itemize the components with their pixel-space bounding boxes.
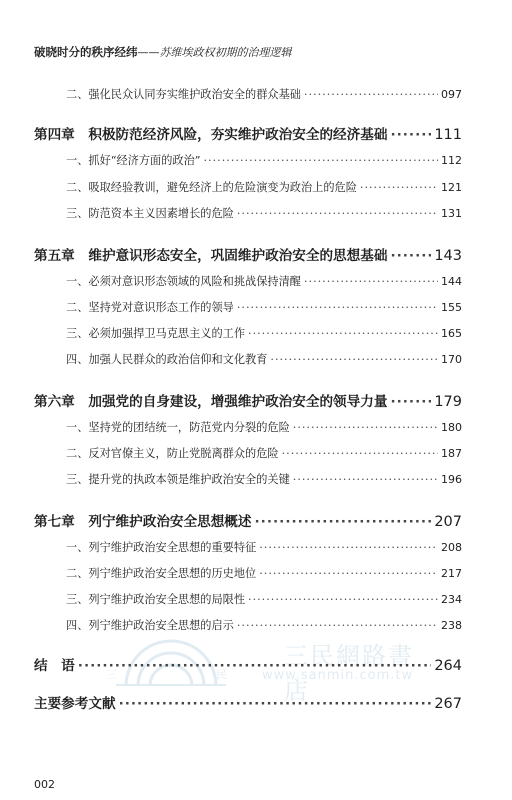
- toc-entry[interactable]: [66, 179, 462, 195]
- toc-entry-title: 一、坚持党的团结统一，防范党内分裂的危险: [66, 421, 290, 434]
- toc-entry[interactable]: [66, 325, 462, 341]
- toc-references[interactable]: [34, 692, 462, 712]
- toc-entry[interactable]: [66, 152, 462, 168]
- toc-leader: [270, 353, 438, 366]
- toc-entry-page: 234: [441, 593, 462, 606]
- toc-leader: [360, 181, 438, 194]
- watermark-name: 三民網路書店: [284, 642, 414, 705]
- running-header: [34, 44, 292, 60]
- toc-entry-page: 155: [441, 301, 462, 314]
- toc-entry-title: 二、强化民众认同夯实维护政治安全的群众基础: [66, 88, 301, 101]
- toc-entry-title: 四、加强人民群众的政治信仰和文化教育: [66, 353, 268, 366]
- toc-entry-title: 二、吸取经验教训，避免经济上的危险演变为政治上的危险: [66, 181, 357, 194]
- toc-entry-page: 121: [441, 181, 462, 194]
- toc-leader: [237, 619, 438, 632]
- toc-chapter-title: 第六章 加强党的自身建设，增强维护政治安全的领导力量: [34, 394, 388, 410]
- toc-entry[interactable]: [66, 445, 462, 461]
- watermark-badge-right: 民: [216, 668, 227, 681]
- toc-entry-page: 187: [441, 447, 462, 460]
- toc-chapter[interactable]: [34, 510, 462, 530]
- toc-entry-page: 112: [441, 154, 462, 167]
- toc-entry-title: 一、必须对意识形态领域的风险和挑战保持清醒: [66, 275, 301, 288]
- toc-entry[interactable]: [66, 539, 462, 555]
- toc-leader: [293, 473, 438, 486]
- toc-chapter[interactable]: [34, 244, 462, 264]
- toc-entry[interactable]: [66, 86, 462, 102]
- toc-chapter-page: 111: [434, 127, 462, 143]
- toc-leader: [248, 327, 438, 340]
- toc-leader: [390, 127, 431, 143]
- toc-entry[interactable]: [66, 273, 462, 289]
- watermark-url: www.sanmin.com.tw: [262, 668, 414, 683]
- toc-conclusion[interactable]: [34, 654, 462, 674]
- toc-leader: [248, 593, 438, 606]
- toc-chapter-title: 第四章 积极防范经济风险，夯实维护政治安全的经济基础: [34, 127, 388, 143]
- toc-entry[interactable]: [66, 351, 462, 367]
- toc-entry-title: 二、反对官僚主义，防止党脱离群众的危险: [66, 447, 279, 460]
- toc-entry-title: 一、抓好“经济方面的政治”: [66, 154, 201, 167]
- toc-entry-page: 097: [441, 88, 462, 101]
- toc-entry-title: 一、列宁维护政治安全思想的重要特征: [66, 541, 257, 554]
- page-number: 002: [34, 778, 55, 791]
- toc-references-title: 主要参考文献: [34, 696, 116, 712]
- toc-entry-page: 217: [441, 567, 462, 580]
- toc-entry-page: 131: [441, 207, 462, 220]
- toc-entry-title: 三、列宁维护政治安全思想的局限性: [66, 593, 246, 606]
- toc-chapter[interactable]: [34, 390, 462, 410]
- toc-entry-page: 238: [441, 619, 462, 632]
- toc-chapter-title: 第七章 列宁维护政治安全思想概述: [34, 514, 252, 530]
- toc-leader: [119, 696, 432, 712]
- toc-entry-page: 170: [441, 353, 462, 366]
- toc-leader: [237, 207, 438, 220]
- toc-entry[interactable]: [66, 565, 462, 581]
- toc-leader: [304, 88, 438, 101]
- toc-chapter-page: 143: [434, 248, 462, 264]
- toc-entry[interactable]: [66, 617, 462, 633]
- toc-entry-page: 196: [441, 473, 462, 486]
- toc-references-page: 267: [434, 696, 462, 712]
- toc-leader: [390, 248, 431, 264]
- toc-leader: [78, 658, 432, 674]
- toc-conclusion-title: 结 语: [34, 658, 75, 674]
- book-subtitle: ——苏维埃政权初期的治理逻辑: [137, 46, 292, 59]
- toc-chapter[interactable]: [34, 123, 462, 143]
- toc-entry[interactable]: [66, 205, 462, 221]
- toc-entry-page: 180: [441, 421, 462, 434]
- toc-leader: [204, 154, 438, 167]
- watermark-badge-left: 三: [106, 668, 117, 681]
- toc-leader: [259, 567, 438, 580]
- toc-entry-title: 三、提升党的执政本领是维护政治安全的关键: [66, 473, 290, 486]
- toc-entry-title: 二、坚持党对意识形态工作的领导: [66, 301, 234, 314]
- toc-entry[interactable]: [66, 591, 462, 607]
- toc-entry-title: 三、防范资本主义因素增长的危险: [66, 207, 234, 220]
- toc-leader: [304, 275, 438, 288]
- toc-leader: [255, 514, 432, 530]
- book-title: 破晓时分的秩序经纬: [34, 45, 138, 59]
- toc-entry[interactable]: [66, 299, 462, 315]
- toc-chapter-page: 207: [434, 514, 462, 530]
- toc-chapter-title: 第五章 维护意识形态安全，巩固维护政治安全的思想基础: [34, 248, 388, 264]
- toc-leader: [237, 301, 438, 314]
- toc-leader: [259, 541, 438, 554]
- toc-leader: [390, 394, 431, 410]
- toc-entry[interactable]: [66, 471, 462, 487]
- toc-entry-title: 四、列宁维护政治安全思想的启示: [66, 619, 234, 632]
- toc-entry-page: 208: [441, 541, 462, 554]
- toc-leader: [282, 447, 438, 460]
- toc-leader: [293, 421, 438, 434]
- toc-entry-page: 165: [441, 327, 462, 340]
- toc-entry-title: 二、列宁维护政治安全思想的历史地位: [66, 567, 257, 580]
- toc-entry[interactable]: [66, 419, 462, 435]
- toc-chapter-page: 179: [434, 394, 462, 410]
- toc-entry-page: 144: [441, 275, 462, 288]
- toc-entry-title: 三、必须加强捍卫马克思主义的工作: [66, 327, 246, 340]
- toc-conclusion-page: 264: [434, 658, 462, 674]
